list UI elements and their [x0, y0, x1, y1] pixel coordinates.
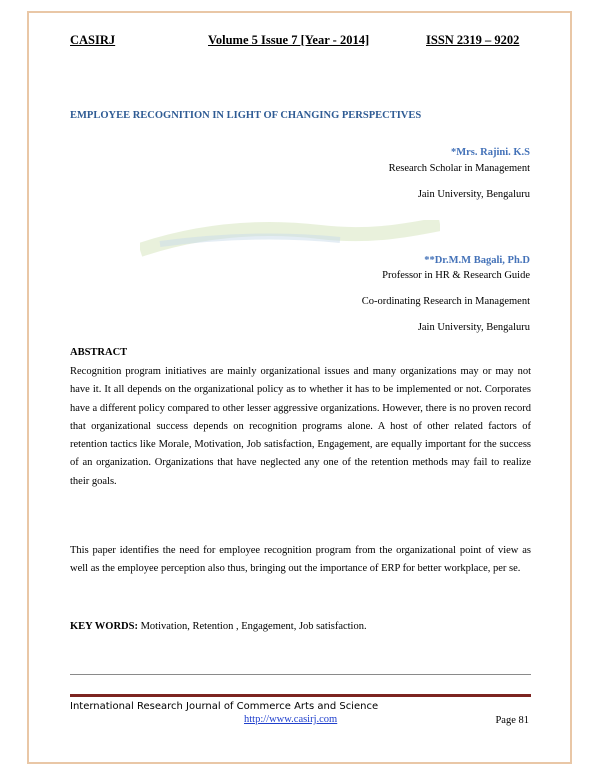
- author2-role2: Co-ordinating Research in Management: [361, 296, 530, 307]
- abstract-paragraph-2: This paper identifies the need for employee recognition program from the organizational point of view as well as the employee perception also thus, bringing out the importance of ERP for better workplace, per se.: [70, 545, 531, 575]
- author2-affiliation: Jain University, Bengaluru: [417, 322, 530, 333]
- abstract-heading: ABSTRACT: [70, 347, 128, 358]
- author1-name: *Mrs. Rajini. K.S: [450, 147, 530, 158]
- running-header: [70, 33, 530, 53]
- keywords-label: KEY WORDS:: [70, 621, 138, 632]
- author1-role: Research Scholar in Management: [388, 163, 530, 174]
- header-volume: Volume 5 Issue 7 [Year - 2014]: [208, 33, 370, 47]
- footer-journal: International Research Journal of Commerce Arts and Science: [70, 701, 379, 712]
- keywords-text: Motivation, Retention , Engagement, Job satisfaction.: [140, 621, 367, 632]
- paper-title: EMPLOYEE RECOGNITION IN LIGHT OF CHANGING PERSPECTIVES: [70, 110, 422, 121]
- footer-website-link[interactable]: http://www.casirj.com: [244, 714, 338, 725]
- page-number: Page 81: [495, 715, 529, 726]
- author2-role: Professor in HR & Research Guide: [382, 270, 530, 281]
- watermark-image: [140, 220, 440, 260]
- footer-divider-thin: [70, 674, 531, 675]
- header-issn: ISSN 2319 – 9202: [426, 33, 520, 47]
- author1-affiliation: Jain University, Bengaluru: [417, 189, 530, 200]
- header-journal: CASIRJ: [70, 33, 116, 47]
- footer-divider-thick: [70, 694, 531, 697]
- keywords: [70, 621, 367, 632]
- abstract-paragraph-1: Recognition program initiatives are mainly organizational issues and many organizations may or may not have it. It all depends on the organizational policy as to whether it has to be implemented or not. Corporates have a different policy compared to other lesser aggressive organizations. However, there is no proven record that organizational success depends on recognition programs alone. A host of other related factors of retention tactics like Morale, Motivation, Job satisfaction, Engagement, are equally important for the success of an organization. Organizations that have neglected any one of the retention methods may fail to realize their goals.: [70, 366, 531, 487]
- author2-name: **Dr.M.M Bagali, Ph.D: [424, 255, 530, 266]
